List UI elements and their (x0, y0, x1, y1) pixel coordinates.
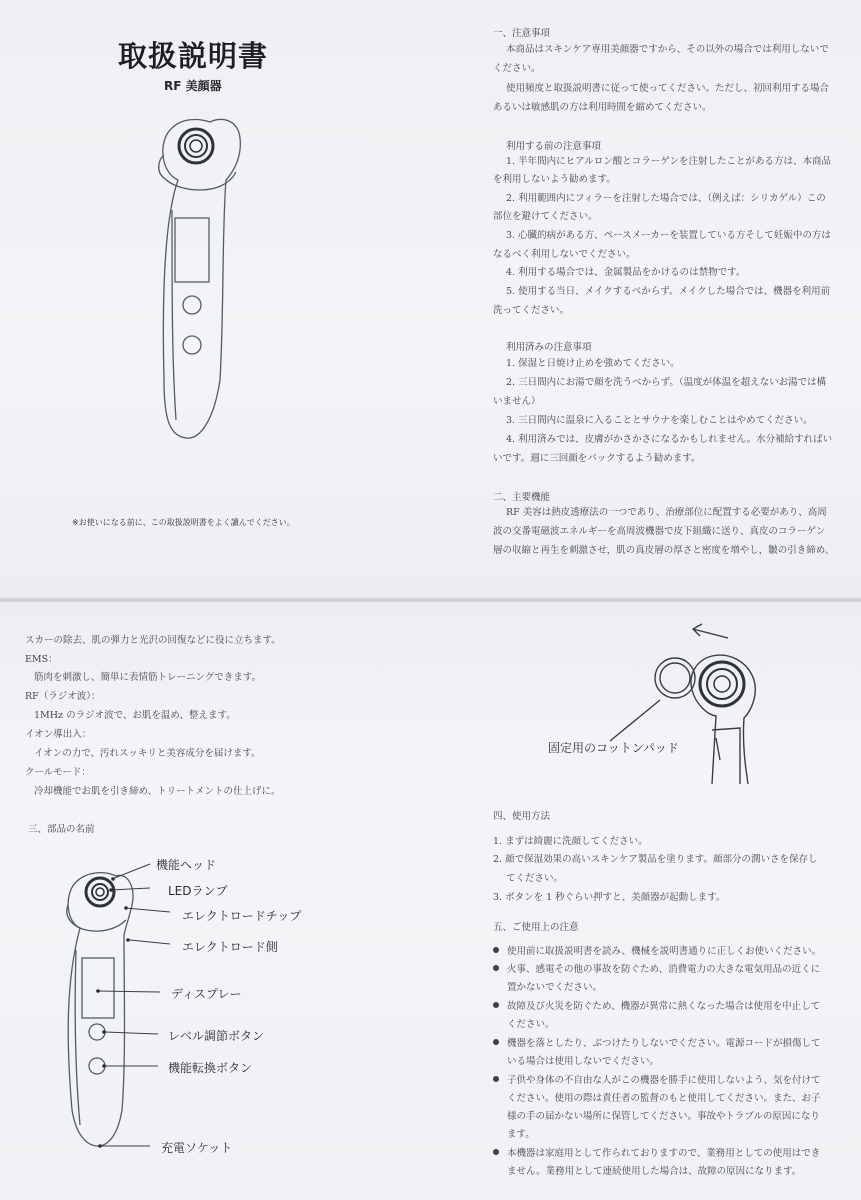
usage-heading: 四、使用方法 (493, 811, 551, 822)
caution-item-cont: ます。 (507, 1129, 535, 1140)
caution-item: 故障及び火災を防ぐため、機器が異常に熱くなった場合は使用を中止して (493, 998, 820, 1016)
function-line: 1MHz のラジオ波で、お肌を温め、整えます。 (34, 710, 236, 721)
part-label-mode-button: 機能転換ボタン (168, 1061, 253, 1075)
before-use-line: 2. 利用範囲内にフィラーを注射した場合では、（例えば：シリカゲル）この (506, 193, 826, 204)
before-use-line: 1. 半年間内にヒアルロン酸とコラーゲンを注射したことがある方は、本商品 (506, 156, 832, 167)
cotton-pad-label: 固定用のコットンパッド (548, 741, 679, 755)
function-line: 冷却機能でお肌を引き締め、トリートメントの仕上げに。 (34, 786, 281, 797)
caution-use-heading: 五、ご使用上の注意 (493, 922, 579, 933)
usage-line: 1. まずは綺麗に洗顔してください。 (493, 836, 648, 847)
bullet-icon (493, 1149, 499, 1155)
main-function-line: RF 美容は熱皮透療法の一つであり、治療部位に配置する必要があり、高周 (506, 507, 827, 518)
caution-line: ください。 (493, 63, 541, 74)
part-label-charging-socket: 充電ソケット (161, 1141, 233, 1155)
usage-line: 3. ボタンを 1 秒ぐらい押すと、美顔器が起動します。 (493, 892, 726, 903)
main-function-heading: 二、主要機能 (493, 492, 551, 503)
before-use-line: 3. 心臓的病がある方、ペースメーカーを装置している方そして妊娠中の方は (506, 230, 831, 241)
usage-line: てください。 (506, 873, 564, 884)
main-function-line: 層の収縮と再生を刺激させ，肌の真皮層の厚さと密度を増やし，皺の引き締め、 (493, 545, 835, 556)
after-use-line: いません） (493, 396, 541, 407)
after-use-line: 2. 三日間内にお湯で顔を洗うべからず。（温度が体温を超えないお湯では構 (506, 377, 827, 388)
caution-item: 火事、感電その他の事故を防ぐため、消費電力の大きな電気用品の近くに (493, 961, 820, 979)
after-use-heading: 利用済みの注意事項 (506, 342, 592, 353)
bullet-icon (493, 1076, 499, 1082)
caution-item: 本機器は家庭用として作られておりますので、業務用としての使用はでき (493, 1145, 820, 1163)
before-use-line: 5. 使用する当日、メイクするべからず。メイクした場合では、機器を利用前 (506, 286, 831, 297)
caution-heading: 一、注意事項 (493, 28, 551, 39)
caution-item-cont: ください。使用の際は責任者の監督のもと使用してください。また、お子 (507, 1093, 821, 1104)
caution-item: 使用前に取扱説明書を読み、機械を説明書通りに正しくお使いください。 (493, 943, 821, 961)
caution-item-cont: 置かないでください。 (507, 982, 603, 993)
function-line: RF（ラジオ波）： (25, 691, 101, 702)
before-use-line: 洗ってください。 (493, 305, 570, 316)
before-use-line: 部位を避けてください。 (493, 211, 598, 222)
function-line: EMS： (25, 654, 58, 665)
function-line: イオンの力で、汚れスッキリと美容成分を届けます。 (34, 748, 261, 759)
part-label-electrode-tip: エレクトロードチップ (182, 909, 302, 923)
before-use-line: なるべく利用しないでください。 (493, 249, 636, 260)
bullet-icon (493, 947, 499, 953)
caution-line: 使用頻度と取扱説明書に従って使ってください。ただし、初回利用する場合 (506, 83, 830, 94)
manual-title: 取扱説明書 (118, 39, 269, 73)
caution-item: 機器を落としたり、ぶつけたりしないでください。電源コードが損傷して (493, 1035, 821, 1053)
main-function-line: 波の交番電磁波エネルギーを高周波機器で皮下組織に送り、真皮のコラーゲン (493, 526, 826, 537)
parts-heading: 三、部品の名前 (28, 824, 95, 835)
after-use-line: 4. 利用済みでは、皮膚がかさかさになるかもしれません。水分補給すればい (506, 434, 833, 445)
part-label-display: ディスプレー (171, 987, 242, 1001)
before-use-line: を利用しないよう勧めます。 (493, 174, 616, 185)
caution-line: 本商品はスキンケア専用美顔器ですから、その以外の場合では利用しないで (506, 44, 829, 55)
bullet-icon (493, 965, 499, 971)
before-use-heading: 利用する前の注意事項 (506, 141, 602, 152)
caution-item-cont: 様の手の届かない場所に保管してください。事故やトラブルの原因になり (507, 1111, 820, 1122)
caution-item-cont: いる場合は使用しないでください。 (507, 1056, 660, 1067)
caution-item-cont: ません。業務用として連続使用した場合は、故障の原因になります。 (507, 1166, 802, 1177)
part-label-level-button: レベル調節ボタン (168, 1029, 265, 1043)
caution-item-cont: ください。 (507, 1019, 555, 1030)
function-line: スカーの除去、肌の弾力と光沢の回復などに役に立ちます。 (25, 635, 281, 646)
caution-item: 子供や身体の不自由な人がこの機器を勝手に使用しないよう、気を付けて (493, 1072, 821, 1090)
read-before-use-note: ※お使いになる前に、この取扱説明書をよく讀んでください。 (72, 518, 295, 527)
part-label-electrode-side: エレクトロード側 (182, 940, 278, 954)
after-use-line: いです。週に三回顔をパックするよう勧めます。 (493, 453, 701, 464)
function-line: 筋肉を刺激し、簡単に表情筋トレーニングできます。 (34, 672, 262, 683)
after-use-line: 3. 三日間内に温泉に入ることとサウナを楽しむことはやめてください。 (506, 415, 813, 426)
before-use-line: 4. 利用する場合では、金属製品をかけるのは禁物です。 (506, 267, 746, 278)
manual-subtitle: RF 美顔器 (164, 79, 222, 93)
after-use-line: 1. 保湿と日焼け止めを強めてください。 (506, 358, 680, 369)
bullet-icon (493, 1002, 499, 1008)
part-label-led-lamp: LEDランプ (168, 884, 228, 898)
usage-line: 2. 顔で保湿効果の高いスキンケア製品を塗ります。顔部分の潤いさを保存し (493, 854, 818, 865)
function-line: クールモード： (25, 767, 91, 778)
function-line: イオン導出入： (25, 729, 92, 740)
bullet-icon (493, 1039, 499, 1045)
part-label-function-head: 機能ヘッド (156, 858, 217, 872)
caution-line: あるいは敏感肌の方は利用時間を縮めてください。 (493, 102, 712, 113)
